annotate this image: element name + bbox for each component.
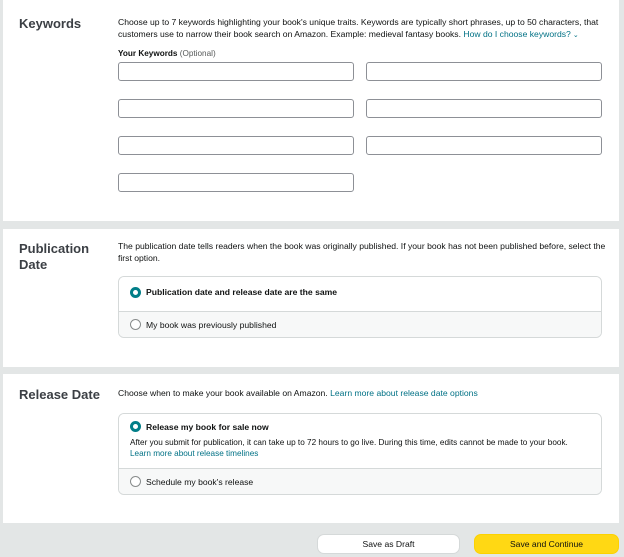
save-as-draft-button[interactable]: Save as Draft	[317, 534, 460, 554]
publication-date-title: Publication Date	[19, 241, 90, 272]
publication-options	[118, 276, 602, 338]
keyword-input-3[interactable]	[118, 99, 354, 118]
option-release-now[interactable]	[119, 414, 601, 468]
radio-unselected-icon	[130, 476, 141, 487]
keywords-field-label-text: Your Keywords	[118, 49, 178, 58]
publication-date-description: The publication date tells readers when the book was originally published. If your book has not been published before, select the first option.	[118, 241, 606, 263]
keyword-input-7[interactable]	[118, 173, 354, 192]
option-schedule-release[interactable]	[119, 468, 601, 494]
option-previously-published[interactable]	[119, 311, 601, 337]
publication-date-section	[3, 229, 619, 367]
option-release-now-label: Release my book for sale now	[146, 422, 269, 432]
keyword-input-4[interactable]	[366, 99, 602, 118]
keyword-input-1[interactable]	[118, 62, 354, 81]
keywords-description-text: Choose up to 7 keywords highlighting your book's unique traits. Keywords are typically short phrases, up to 50 characters, that customers use to narrow their book search on Amazon. Example: medieval fantasy books.	[118, 17, 599, 39]
keyword-input-6[interactable]	[366, 136, 602, 155]
keywords-description	[118, 17, 608, 41]
keyword-input-5[interactable]	[118, 136, 354, 155]
release-date-title: Release Date	[19, 387, 100, 402]
release-now-detail-text: After you submit for publication, it can take up to 72 hours to go live. During this time, edits cannot be made to your book.	[130, 438, 568, 447]
keyword-input-2[interactable]	[366, 62, 602, 81]
release-date-description-text: Choose when to make your book available on Amazon.	[118, 388, 328, 398]
release-options	[118, 413, 602, 495]
release-date-description	[118, 388, 608, 400]
option-same-date[interactable]	[119, 277, 601, 311]
radio-unselected-icon	[130, 319, 141, 330]
radio-selected-icon	[130, 421, 141, 432]
release-timelines-link[interactable]: Learn more about release timelines	[130, 449, 259, 458]
option-previously-published-label: My book was previously published	[146, 320, 277, 330]
option-schedule-release-label: Schedule my book's release	[146, 477, 254, 487]
release-options-link[interactable]: Learn more about release date options	[330, 388, 478, 398]
chevron-down-icon: ⌄	[572, 31, 579, 39]
option-same-date-label: Publication date and release date are the same	[146, 287, 338, 297]
keywords-optional-tag: (Optional)	[179, 49, 216, 58]
keywords-title: Keywords	[19, 16, 82, 31]
save-and-continue-button[interactable]: Save and Continue	[474, 534, 619, 554]
option-release-now-detail	[130, 437, 601, 459]
choose-keywords-link[interactable]	[463, 29, 578, 39]
radio-selected-icon	[130, 287, 141, 298]
release-date-section	[3, 374, 619, 523]
keywords-field-label	[118, 49, 216, 58]
choose-keywords-link-label: How do I choose keywords?	[463, 28, 571, 39]
keywords-section	[3, 0, 619, 221]
